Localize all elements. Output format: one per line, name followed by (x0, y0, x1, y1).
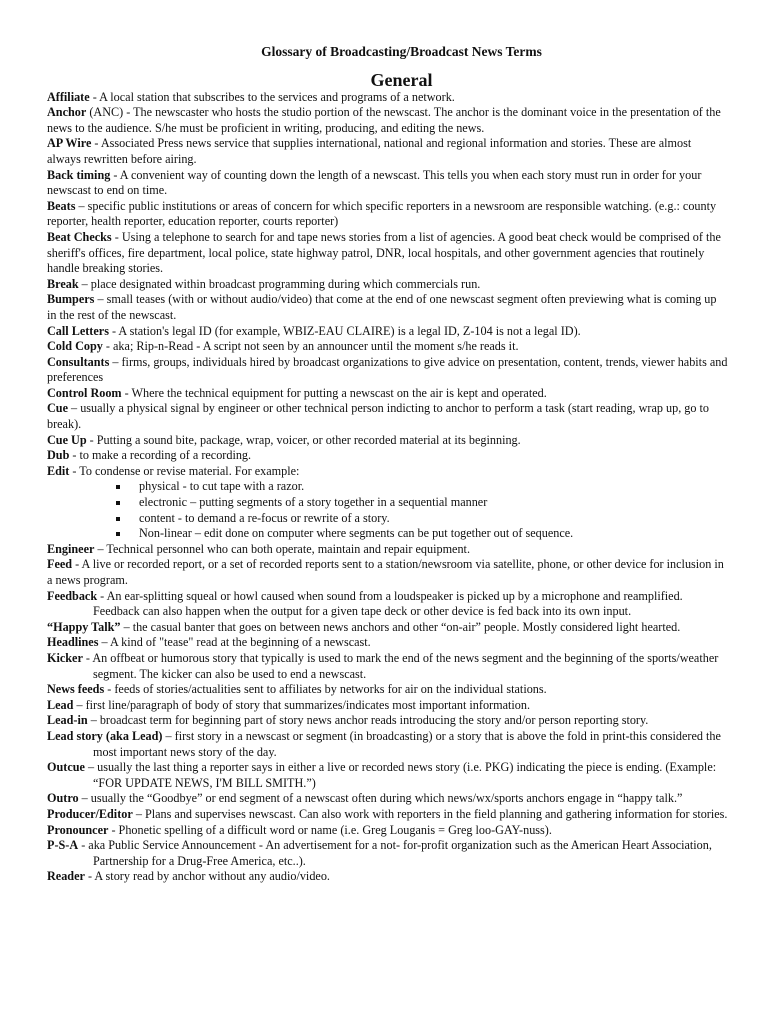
glossary-entry (47, 791, 728, 807)
glossary-definition: - An offbeat or humorous story that typically is used to mark the end of the news segment and the beginning of the sports/weather segment. The kicker can also be used to end a newscast. (82, 650, 719, 681)
glossary-definition: - feeds of stories/actualities sent to affiliates by networks for air on the individual stations. (104, 682, 547, 697)
glossary-term: Control Room (47, 385, 122, 400)
glossary-term: Dub (47, 448, 70, 463)
glossary-entry (47, 620, 728, 636)
glossary-definition: – the casual banter that goes on between news anchors and other “on-air” people. Mostly considered light hearted. (120, 619, 681, 634)
glossary-entry (47, 682, 728, 698)
glossary-entry (47, 401, 728, 432)
glossary-term: Pronouncer (47, 822, 109, 837)
glossary-definition: - Where the technical equipment for putting a newscast on the air is kept and operated. (121, 385, 547, 400)
glossary-entry (47, 838, 728, 869)
list-item: electronic – putting segments of a story together in a sequential manner (113, 495, 728, 511)
glossary-term: Edit (47, 463, 70, 478)
glossary-term: Outro (47, 791, 79, 806)
glossary-entry (47, 90, 728, 106)
glossary-term: Lead-in (47, 713, 88, 728)
glossary-entry (47, 355, 728, 386)
glossary-entry (47, 729, 728, 760)
glossary-entry (47, 168, 728, 199)
glossary-term: Anchor (47, 105, 87, 120)
glossary-term: Consultants (47, 354, 110, 369)
glossary-entry (47, 635, 728, 651)
list-item: content - to demand a re-focus or rewrite of a story. (113, 511, 728, 527)
glossary-entry (47, 589, 728, 620)
glossary-definition: - Using a telephone to search for and tape news stories from a list of agencies. A good beat check would be comprised of the sheriff's offices, fire department, local police, state highway patrol, DNR, local hospitals, and other government agencies that routinely handle breaking stories. (47, 229, 721, 276)
glossary-term: Engineer (47, 541, 95, 556)
glossary-entry (47, 698, 728, 714)
glossary-term: Headlines (47, 635, 99, 650)
glossary-term: “Happy Talk” (47, 619, 121, 634)
list-item: Non-linear – edit done on computer where segments can be put together out of sequence. (113, 526, 728, 542)
glossary-definition: – A kind of "tease" read at the beginning of a newscast. (98, 635, 371, 650)
glossary-entry (47, 651, 728, 682)
glossary-definition: – specific public institutions or areas of concern for which specific reporters in a newsroom are responsible watching. (e.g.: county reporter, health reporter, education reporter, courts reporter) (47, 198, 717, 229)
glossary-definition: - Phonetic spelling of a difficult word or name (i.e. Greg Louganis = Greg loo-GAY-nuss). (108, 822, 552, 837)
glossary-entry (47, 199, 728, 230)
glossary-term: Beats (47, 198, 76, 213)
glossary-definition: - aka; Rip-n-Read - A script not seen by an announcer until the moment s/he reads it. (102, 339, 519, 354)
glossary-definition: – first story in a newscast or segment (in broadcasting) or a story that is above the fold in print-this considered the most important news story of the day. (93, 728, 721, 759)
glossary-term: Call Letters (47, 323, 109, 338)
glossary-entry (47, 136, 728, 167)
glossary-entry (47, 386, 728, 402)
glossary-definition: - to make a recording of a recording. (69, 448, 252, 463)
document-title: Glossary of Broadcasting/Broadcast News Terms (261, 44, 542, 59)
glossary-definition: - A live or recorded report, or a set of recorded reports sent to a station/newsroom via satellite, phone, or other device for inclusion in a news program. (47, 557, 724, 587)
glossary-definition: – usually the last thing a reporter says in either a live or recorded news story (i.e. PKG) indicating the piece is ending. (Example: “FOR UPDATE NEWS, I'M BILL SMITH.”) (84, 760, 717, 790)
glossary-term: P-S-A (47, 838, 79, 853)
glossary-entry (47, 760, 728, 791)
glossary-term: Outcue (47, 760, 85, 775)
glossary-entry (47, 464, 728, 480)
glossary-entry (47, 713, 728, 729)
glossary-definition: – first line/paragraph of body of story that summarizes/indicates most important information. (73, 697, 531, 712)
glossary-term: Lead (47, 697, 74, 712)
glossary-term: Feed (47, 557, 73, 572)
glossary-term: Kicker (47, 650, 83, 665)
glossary-entry (47, 324, 728, 340)
glossary-term: AP Wire (47, 136, 92, 151)
glossary-definition: - Associated Press news service that supplies international, national and regional information and stories. These are almost always rewritten before airing. (47, 136, 692, 166)
glossary-entry (47, 448, 728, 464)
glossary-term: Producer/Editor (47, 806, 133, 821)
glossary-definition: – broadcast term for beginning part of story news anchor reads introducing the story and/or person reporting story. (87, 713, 649, 728)
edit-examples-list (47, 479, 728, 541)
glossary-term: News feeds (47, 682, 105, 697)
glossary-definition: – usually the “Goodbye” or end segment of a newscast often during which news/wx/sports anchors engage in “happy talk.” (78, 791, 683, 806)
glossary-definition: – Technical personnel who can both operate, maintain and repair equipment. (94, 541, 470, 556)
glossary-definition: – usually a physical signal by engineer or other technical person indicting to anchor to perform a task (start reading, wrap up, go to break). (47, 401, 710, 432)
glossary-term: Bumpers (47, 292, 95, 307)
glossary-term: Cold Copy (47, 339, 103, 354)
glossary-entry (47, 869, 728, 885)
glossary-term: Feedback (47, 588, 98, 603)
glossary-term: Beat Checks (47, 229, 112, 244)
glossary-entry (47, 292, 728, 323)
glossary-entry (47, 339, 728, 355)
glossary-definition: – small teases (with or without audio/video) that come at the end of one newscast segment often previewing what is coming up in the rest of the newscast. (47, 292, 717, 322)
glossary-term: Affiliate (47, 89, 90, 104)
section-heading: General (370, 69, 433, 90)
glossary-entry (47, 807, 728, 823)
glossary-entry (47, 542, 728, 558)
glossary-definition: - Putting a sound bite, package, wrap, voicer, or other recorded material at its beginning. (86, 432, 521, 447)
glossary-list (47, 90, 728, 885)
glossary-definition: - aka Public Service Announcement - An advertisement for a not- for-profit organization such as the American Heart Association, Partnership for a Drug-Free America, etc..). (78, 838, 712, 868)
glossary-definition: – firms, groups, individuals hired by broadcast organizations to give advice on presentation, content, trends, viewer habits and preferences (47, 354, 728, 385)
glossary-term: Cue Up (47, 432, 87, 447)
glossary-definition: – place designated within broadcast programming during which commercials run. (78, 276, 481, 291)
glossary-definition: - To condense or revise material. For example: (69, 463, 300, 478)
glossary-definition: - A local station that subscribes to the services and programs of a network. (89, 89, 455, 104)
glossary-entry (47, 230, 728, 277)
glossary-term: Break (47, 276, 79, 291)
glossary-term: Back timing (47, 167, 111, 182)
list-item: physical - to cut tape with a razor. (113, 479, 728, 495)
glossary-definition: - An ear-splitting squeal or howl caused when sound from a loudspeaker is picked up by a microphone and reamplified. Feedback can also happen when the output for a given tape deck or other device is fed back into its own input. (93, 588, 683, 619)
glossary-definition: - A convenient way of counting down the length of a newscast. This tells you when each story must run in order for your newscast to end on time. (47, 167, 702, 198)
glossary-entry (47, 557, 728, 588)
glossary-entry (47, 277, 728, 293)
glossary-definition: - A station's legal ID (for example, WBIZ-EAU CLAIRE) is a legal ID, Z-104 is not a legal ID). (108, 323, 581, 338)
glossary-term: Lead story (aka Lead) (47, 728, 163, 743)
glossary-definition: – Plans and supervises newscast. Can also work with reporters in the field planning and gathering information for stories. (132, 806, 728, 821)
glossary-term: Cue (47, 401, 68, 416)
glossary-definition: - A story read by anchor without any audio/video. (84, 869, 330, 884)
glossary-entry (47, 433, 728, 449)
glossary-entry (47, 823, 728, 839)
glossary-entry (47, 105, 728, 136)
glossary-definition: (ANC) - The newscaster who hosts the studio portion of the newscast. The anchor is the dominant voice in the presentation of the news to the audience. S/he must be proficient in writing, producing, and editing the news. (47, 105, 721, 135)
glossary-term: Reader (47, 869, 85, 884)
